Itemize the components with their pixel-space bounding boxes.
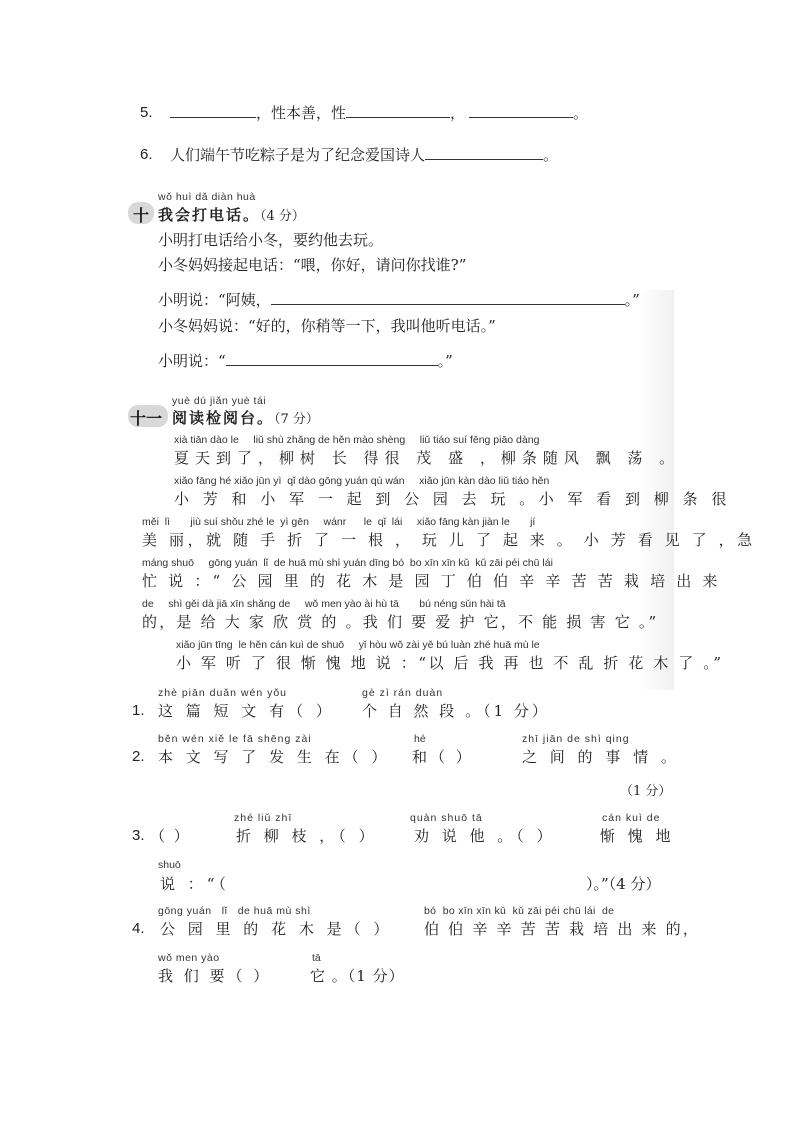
section-10-line-4: 小冬妈妈说：“好的，你稍等一下，我叫他听电话。” [158,317,496,335]
section-10-line-5-text: 小明说：“ [158,352,226,370]
rq1-number: 1. [132,702,145,719]
rq3-text-4: 说 ：“（ [160,875,230,893]
q6-line [170,144,558,165]
section-11-score: （7 分） [274,412,319,427]
rq3-blank-1[interactable]: （ ） [150,827,191,845]
passage-line-1: 夏天到了，柳树 长 得很 茂 盛 ，柳条随风 飘 荡 。 [174,449,681,467]
rq4-text-1: 公 园 里 的 花 木 是（ ） [160,920,393,938]
rq4-number: 4. [132,920,145,937]
section-10-answer-1[interactable] [271,290,625,305]
passage-line-4: 忙 说 ：“ 公 园 里 的 花 木 是 园 丁 伯 伯 辛 辛 苦 苦 栽 培 出 来 [142,572,721,590]
rq2-pinyin-3: zhī jiān de shì qing [522,733,630,745]
rq3-text-2: 劝 说 他 。（ ） [414,827,556,845]
rq4-pinyin-3: wǒ men yào [158,952,220,964]
passage-line-6: 小 军 听 了 很 惭 愧 地 说 ：“以 后 我 再 也 不 乱 折 花 木 了 。” [176,654,724,672]
rq2-text-2: 和（ ） [412,748,474,766]
rq3-pinyin-1: zhé liǔ zhī [234,812,293,824]
section-11-title [172,407,319,428]
passage-line-5: 的，是 给 大 家 欣 赏 的 。我 们 要 爱 护 它，不 能 损 害 它 。” [142,613,659,631]
passage-line-2: 小 芳 和 小 军 一 起 到 公 园 去 玩 。小 军 看 到 柳 条 很 [174,490,731,508]
section-10-line-3-end: 。” [624,291,640,309]
section-11-title-pinyin: yuè dú jiǎn yuè tái [172,395,267,407]
section-10-title-pinyin: wǒ huì dǎ diàn huà [158,191,256,203]
rq4-pinyin-4: tā [312,952,321,964]
q5-text-3: 。 [573,104,589,122]
section-10-title [158,204,305,225]
rq3-number: 3. [132,827,145,844]
q6-number: 6. [140,146,153,163]
rq2-text-3: 之 间 的 事 情 。 [522,748,680,766]
q5-blank-2[interactable] [346,103,450,118]
q5-line [170,102,588,123]
section-10-line-5 [158,350,453,371]
rq2-text-1: 本 文 写 了 发 生 在（ ） [158,748,391,766]
section-10-title-text: 我会打电话。 [158,206,261,224]
rq1-pinyin-2: gè zì rán duàn [362,687,444,699]
q5-blank-1[interactable] [170,103,256,118]
rq4-text-2: 伯 伯 辛 辛 苦 苦 栽 培 出 来 的， [424,920,701,938]
section-10-line-3 [158,289,640,310]
q6-text-1: 人们端午节吃粽子是为了纪念爱国诗人 [170,146,426,164]
section-11-title-text: 阅读检阅台。 [172,409,275,427]
rq4-text-4: 它 。（1 分） [310,967,405,985]
section-11-mark: 十一 [130,409,163,428]
section-10-line-3-text: 小明说：“阿姨， [158,291,271,309]
section-10-answer-2[interactable] [226,351,438,366]
q5-text-2: ， [450,104,466,122]
section-10-line-5-end: 。” [437,352,453,370]
rq4-pinyin-2: bó bo xīn xīn kǔ kǔ zāi péi chū lái de [424,905,615,917]
passage-pinyin-4: máng shuō gōng yuán lǐ de huā mù shì yuán dīng bó bo xīn xīn kǔ kǔ zāi péi chū lái [142,557,553,569]
passage-pinyin-5: de shì gěi dà jiā xīn shǎng de wǒ men yào ài hù tā bú néng sǔn hài tā [142,598,506,610]
rq3-pinyin-4: shuō [158,859,181,871]
rq2-score: （1 分） [620,784,672,799]
section-10-line-1: 小明打电话给小冬，要约他去玩。 [158,231,384,249]
rq2-pinyin-2: hé [414,733,426,745]
q5-number: 5. [140,104,153,121]
rq4-text-3: 我 们 要（ ） [158,967,272,985]
passage-pinyin-1: xià tiān dào le liǔ shù zhǎng de hěn mào shèng liǔ tiáo suí fēng piāo dàng [174,434,540,446]
q6-text-2: 。 [543,146,559,164]
rq4-pinyin-1: gōng yuán lǐ de huā mù shì [158,905,311,917]
section-10-line-2: 小冬妈妈接起电话：“喂，你好，请问你找谁?” [158,256,467,274]
passage-line-3: 美 丽，就 随 手 折 了 一 根 ， 玩 儿 了 起 来 。 小 芳 看 见 了 ，急 [142,531,756,549]
rq1-pinyin-1: zhè piān duǎn wén yǒu [158,687,287,699]
section-10-score: （4 分） [260,209,305,224]
rq3-text-3: 惭 愧 地 [600,827,675,845]
rq3-text-1: 折 柳 枝 ，（ ） [236,827,378,845]
rq3-text-4-end: ）。”（4 分） [586,875,661,893]
passage-pinyin-3: měi lì jiù suí shǒu zhé le yì gēn wánr le qǐ lái xiǎo fāng kàn jiàn le jí [142,516,536,528]
q5-text-1: ，性本善，性 [256,104,347,122]
rq2-pinyin-1: běn wén xiě le fā shēng zài [158,733,312,745]
rq2-number: 2. [132,748,145,765]
rq1-text-1: 这 篇 短 文 有（ ） [158,702,335,720]
rq1-text-2: 个 自 然 段 。（1 分） [362,702,550,720]
passage-pinyin-6: xiǎo jūn tīng le hěn cán kuì de shuō yǐ hòu wǒ zài yě bú luàn zhé huā mù le [176,639,540,651]
q5-blank-3[interactable] [469,103,573,118]
q6-blank[interactable] [425,145,543,160]
section-10-mark: 十 [133,206,150,225]
rq3-pinyin-3: cán kuì de [602,812,661,824]
rq3-pinyin-2: quàn shuō tā [410,812,483,824]
passage-pinyin-2: xiǎo fāng hé xiǎo jūn yì qǐ dào gōng yuán qù wán xiǎo jūn kàn dào liǔ tiáo hěn [174,475,550,487]
